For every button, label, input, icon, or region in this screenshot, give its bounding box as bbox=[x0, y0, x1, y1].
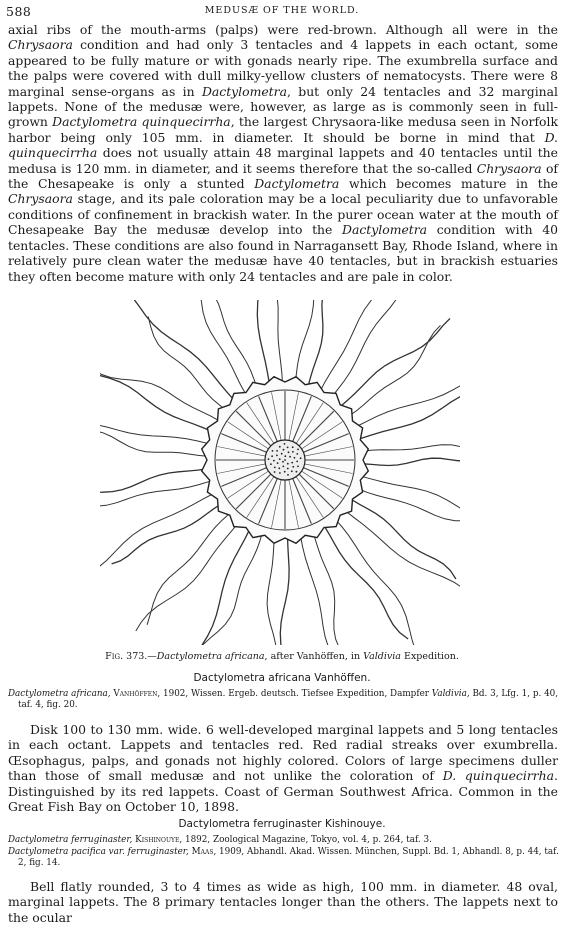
stipple-dot bbox=[288, 451, 290, 453]
tentacle bbox=[147, 514, 229, 625]
stipple-dot bbox=[282, 461, 284, 463]
stipple-dot bbox=[281, 453, 283, 455]
figure-caption: Fig. 373.—Dactylometra africana, after Vanhöffen, in Valdivia Expedition. bbox=[105, 651, 459, 662]
stipple-dot bbox=[287, 474, 289, 476]
tentacle bbox=[363, 454, 460, 465]
stipple-dot bbox=[283, 449, 285, 451]
medusa-illustration bbox=[100, 300, 460, 645]
stipple-dot bbox=[296, 453, 298, 455]
stipple-dot bbox=[270, 463, 272, 465]
stipple-dot bbox=[279, 458, 281, 460]
description-africana: Disk 100 to 130 mm. wide. 6 well-developed marginal lappets and 5 long tentacles in each octant. Lappets and tentacles red. Red radial streaks over exumbrella. Œsophagus, palps, and gonads not highly colored. Colors of large specimens duller than those of small medusæ and not unlike the coloration of D. quinquecirrha. Distinguished by its red lappets. Coast of German Southwest Africa. Common in the Great Fish Bay on October 10, 1898. bbox=[8, 722, 558, 815]
stipple-dot bbox=[292, 466, 294, 468]
tentacle bbox=[360, 385, 460, 439]
stipple-dot bbox=[284, 471, 286, 473]
stipple-dot bbox=[274, 467, 276, 469]
running-title: MEDUSÆ OF THE WORLD. bbox=[204, 5, 360, 16]
tentacle bbox=[344, 510, 460, 606]
tentacle bbox=[112, 504, 222, 564]
stipple-dot bbox=[279, 446, 281, 448]
tentacle bbox=[191, 300, 257, 389]
stipple-dot bbox=[296, 461, 298, 463]
stipple-dot bbox=[297, 449, 299, 451]
page-header bbox=[6, 4, 558, 18]
stipple-dot bbox=[291, 462, 293, 464]
description-ferruginaster: Bell flatly rounded, 3 to 4 times as wide as high, 100 mm. in diameter. 48 oval, marginal lappets. The 8 primary tentacles longer than the others. The lappets next to the ocular bbox=[8, 879, 558, 925]
reference-ferruginaster-kishinouye: Dactylometra ferruginaster, Kishinouye, 1892, Zoological Magazine, Tokyo, vol. 4, p. 264, taf. 3. bbox=[8, 835, 432, 845]
stipple-dot bbox=[279, 472, 281, 474]
tentacle bbox=[100, 493, 215, 578]
tentacle bbox=[279, 536, 289, 645]
stipple-dot bbox=[284, 443, 286, 445]
tentacle bbox=[313, 531, 344, 645]
reference-africana: Dactylometra africana, Vanhöffen, 1902, Wissen. Ergeb. deutsch. Tiefsee Expedition, Dampfer Valdivia, Bd. 3, Lfg. 1, p. 40, taf. 4, fig. 20. bbox=[8, 689, 559, 710]
stipple-dot bbox=[276, 450, 278, 452]
tentacle bbox=[267, 536, 276, 645]
reference-ferruginaster-maas: Dactylometra pacifica var. ferruginaster, Maas, 1909, Abhandl. Akad. Wissen. München, Suppl. Bd. 1, Abhandl. 8, p. 44, taf. 2, fig. 14. bbox=[8, 847, 559, 868]
tentacle bbox=[100, 424, 209, 444]
stipple-dot bbox=[276, 455, 278, 457]
stipple-dot bbox=[271, 455, 273, 457]
stipple-dot bbox=[268, 458, 270, 460]
stipple-dot bbox=[300, 457, 302, 459]
stipple-dot bbox=[296, 471, 298, 473]
tentacle bbox=[100, 431, 207, 457]
stipple-dot bbox=[287, 463, 289, 465]
tentacle bbox=[100, 370, 218, 421]
tentacle bbox=[355, 373, 460, 427]
tentacle bbox=[361, 476, 460, 523]
tentacle bbox=[136, 522, 239, 631]
stipple-dot bbox=[292, 451, 294, 453]
stipple-dot bbox=[292, 446, 294, 448]
tentacle bbox=[300, 535, 356, 645]
medusa-bell bbox=[202, 377, 369, 544]
page-number: 588 bbox=[6, 4, 32, 19]
tentacle bbox=[357, 488, 460, 520]
intro-paragraph: axial ribs of the mouth-arms (palps) were red-brown. Although all were in the Chrysaora condition and had only 3 tentacles and 4 lappets in each octant, some appeared to be fully mature or with gonads nearly ripe. The exumbrella surface and the palps were covered with dull milky-yellow clusters of nematocysts. There were 8 marginal sense-organs as in Dactylometra, but only 24 tentacles and 32 marginal lappets. None of the medusæ were, however, as large as is commonly seen in full-grown Dactylometra quinquecirrha, the largest Chrysaora-like medusa seen in Norfolk harbor being only 105 mm. in diameter. It should be borne in mind that D. quinquecirrha does not usually attain 48 marginal lappets and 40 tentacles until the medusa is 120 mm. in diameter, and it seems therefore that the so-called Chrysaora of the Chesapeake is only a stunted Dactylometra which becomes mature in the Chrysaora stage, and its pale coloration may be a local peculiarity due to unfavorable conditions of confinement in brackish water. In the purer ocean water at the mouth of Chesapeake Bay the medusæ develop into the Dactylometra condition with 40 tentacles. These conditions are also found in Narragansett Bay, Rhode Island, where in relatively pure clean water the medusæ have 40 tentacles, but in brackish estuaries they often become mature with only 24 tentacles and are pale in color. bbox=[8, 22, 559, 284]
tentacle bbox=[324, 526, 408, 639]
stipple-dot bbox=[291, 470, 293, 472]
stipple-dot bbox=[289, 456, 291, 458]
stipple-dot bbox=[284, 459, 286, 461]
stipple-dot bbox=[287, 468, 289, 470]
tentacle bbox=[125, 300, 235, 401]
tentacle bbox=[331, 300, 406, 398]
tentacle bbox=[295, 300, 334, 384]
stipple-dot bbox=[273, 460, 275, 462]
stipple-dot bbox=[282, 466, 284, 468]
tentacle bbox=[349, 325, 441, 416]
tentacle bbox=[363, 445, 461, 459]
species-heading-africana: Dactylometra africana Vanhöffen. bbox=[193, 672, 371, 684]
stipple-dot bbox=[294, 457, 296, 459]
tentacle bbox=[341, 319, 450, 407]
stipple-dot bbox=[297, 466, 299, 468]
stipple-dot bbox=[284, 455, 286, 457]
tentacle bbox=[335, 519, 416, 645]
species-heading-ferruginaster: Dactylometra ferruginaster Kishinouye. bbox=[178, 818, 386, 830]
stipple-dot bbox=[272, 450, 274, 452]
stipple-dot bbox=[287, 447, 289, 449]
stipple-dot bbox=[277, 462, 279, 464]
tentacle bbox=[256, 300, 283, 384]
tentacle bbox=[100, 367, 213, 432]
stipple-dot bbox=[278, 467, 280, 469]
tentacle bbox=[352, 500, 456, 579]
stipple-dot bbox=[274, 471, 276, 473]
tentacle bbox=[100, 481, 210, 506]
